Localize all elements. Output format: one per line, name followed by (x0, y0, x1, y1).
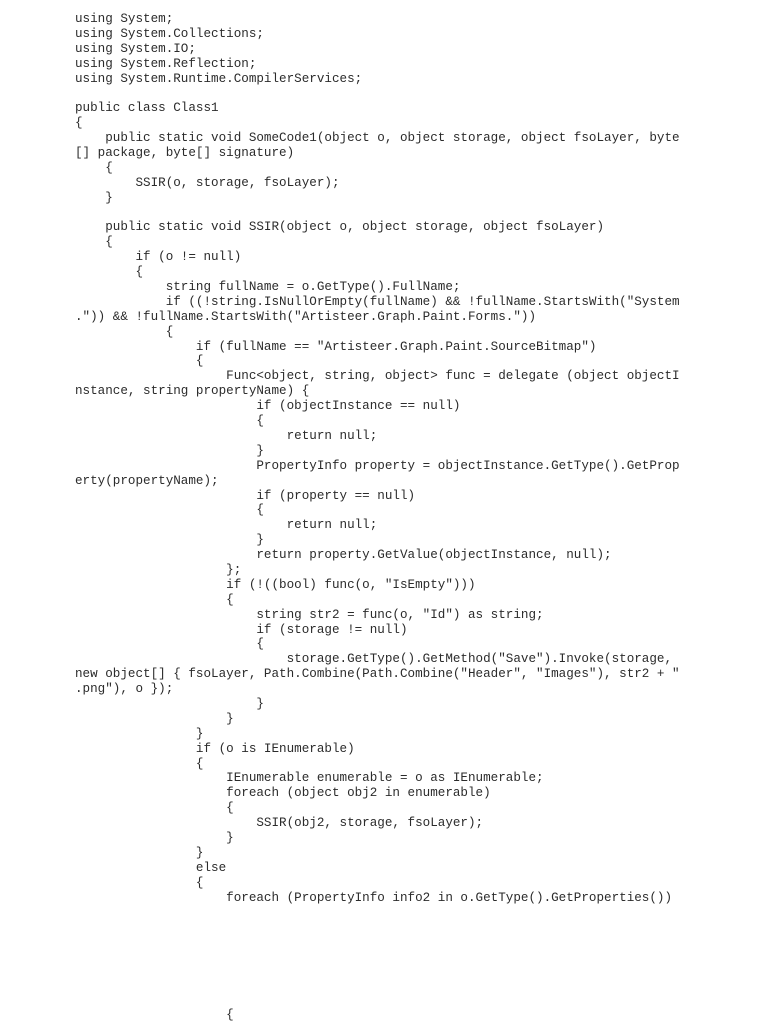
code-line: .")) && !fullName.StartsWith("Artisteer.Graph.Paint.Forms.")) (75, 309, 537, 324)
code-line: } (75, 696, 264, 711)
code-line: public class Class1 (75, 101, 219, 116)
code-line: string fullName = o.GetType().FullName; (75, 280, 461, 295)
code-line: [] package, byte[] signature) (75, 146, 295, 161)
code-line: PropertyInfo property = objectInstance.GetType().GetProp (75, 458, 680, 473)
code-line: public static void SSIR(object o, object storage, object fsoLayer) (75, 220, 605, 235)
code-line: }; (75, 562, 242, 577)
code-line: return null; (75, 518, 378, 533)
code-line: using System; (75, 12, 174, 26)
code-line: } (75, 726, 204, 741)
code-line: nstance, string propertyName) { (75, 384, 310, 399)
code-line: { (75, 414, 264, 429)
code-line: { (75, 503, 264, 518)
code-line: if (o is IEnumerable) (75, 741, 355, 756)
code-line: storage.GetType().GetMethod("Save").Invoke(storage, (75, 652, 673, 667)
code-line: string str2 = func(o, "Id") as string; (75, 607, 544, 622)
code-line: if (objectInstance == null) (75, 399, 461, 414)
code-line: { (75, 637, 264, 652)
code-line (75, 86, 745, 101)
code-line: public static void SomeCode1(object o, object storage, object fsoLayer, byte (75, 131, 680, 146)
code-line (75, 206, 745, 221)
code-line: using System.IO; (75, 41, 196, 56)
code-line: } (75, 533, 264, 548)
code-line: using System.Runtime.CompilerServices; (75, 71, 363, 86)
code-line: using System.Collections; (75, 26, 264, 41)
code-line: if (storage != null) (75, 622, 408, 637)
code-line: { (75, 875, 204, 890)
code-line: if (property == null) (75, 488, 416, 503)
code-line: if (fullName == "Artisteer.Graph.Paint.SourceBitmap") (75, 339, 597, 354)
code-line: foreach (object obj2 in enumerable) (75, 786, 491, 801)
code-line: { (75, 354, 204, 369)
code-line: } (75, 845, 204, 860)
code-line: } (75, 711, 234, 726)
code-line: if ((!string.IsNullOrEmpty(fullName) && !fullName.StartsWith("System (75, 294, 680, 309)
code-line: new object[] { fsoLayer, Path.Combine(Path.Combine("Header", "Images"), str2 + " (75, 667, 680, 682)
code-line: Func<object, string, object> func = delegate (object objectI (75, 369, 680, 384)
code-line: } (75, 443, 264, 458)
code-line: { (75, 592, 234, 607)
code-line: { (75, 756, 204, 771)
code-line: if (!((bool) func(o, "IsEmpty"))) (75, 577, 476, 592)
code-line: using System.Reflection; (75, 56, 257, 71)
code-line: { (75, 324, 174, 339)
code-line: { (75, 265, 144, 280)
code-line: { (75, 160, 113, 175)
code-line: IEnumerable enumerable = o as IEnumerable; (75, 771, 544, 786)
code-line: } (75, 190, 113, 205)
code-line: .png"), o }); (75, 682, 174, 697)
code-line: return property.GetValue(objectInstance, null); (75, 548, 612, 563)
code-line: SSIR(o, storage, fsoLayer); (75, 175, 340, 190)
code-line: { (75, 235, 113, 250)
code-line: } (75, 830, 234, 845)
code-line: foreach (PropertyInfo info2 in o.GetType().GetProperties()) (75, 890, 673, 905)
code-line: { (75, 801, 234, 816)
code-line: SSIR(obj2, storage, fsoLayer); (75, 816, 484, 831)
code-listing (75, 12, 745, 905)
code-line: { (75, 116, 83, 131)
code-line: erty(propertyName); (75, 473, 219, 488)
code-listing-continuation (75, 1008, 745, 1023)
code-line: if (o != null) (75, 250, 242, 265)
code-line: else (75, 860, 227, 875)
code-line: { (75, 1008, 234, 1022)
code-line: return null; (75, 428, 378, 443)
